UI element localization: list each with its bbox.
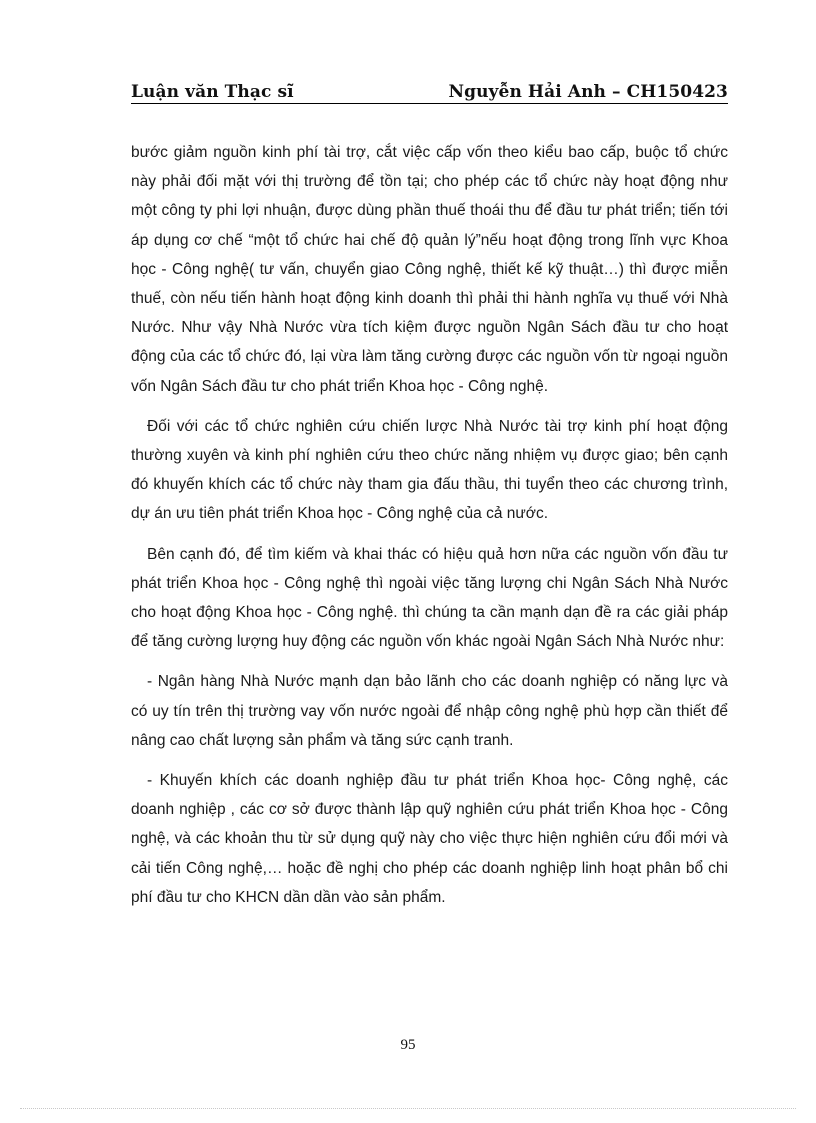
document-body — [131, 138, 728, 923]
paragraph: bước giảm nguồn kinh phí tài trợ, cắt việc cấp vốn theo kiểu bao cấp, buộc tổ chức này phải đối mặt với thị trường để tồn tại; cho phép các tổ chức này hoạt động như một công ty phi lợi nhuận, được dùng phần thuế thoái thu để đầu tư phát triển; tiến tới áp dụng cơ chế “một tổ chức hai chế độ quản lý”nếu hoạt động trong lĩnh vực Khoa học - Công nghệ( tư vấn, chuyển giao Công nghệ, thiết kế kỹ thuật…) thì được miễn thuế, còn nếu tiến hành hoạt động kinh doanh thì phải thi hành nghĩa vụ thuế với Nhà Nước. Như vậy Nhà Nước vừa tích kiệm được nguồn Ngân Sách đầu tư cho hoạt động của các tổ chức đó, lại vừa làm tăng cường được các nguồn vốn từ ngoại nguồn vốn Ngân Sách đầu tư cho phát triển Khoa học - Công nghệ. — [131, 144, 728, 395]
paragraph: Đối với các tổ chức nghiên cứu chiến lược Nhà Nước tài trợ kinh phí hoạt động thường xuyên và kinh phí nghiên cứu theo chức năng nhiệm vụ được giao; bên cạnh đó khuyến khích các tổ chức này tham gia đấu thầu, thi tuyển theo các chương trình, dự án ưu tiên phát triển Khoa học - Công nghệ của cả nước. — [131, 417, 728, 523]
paragraph: - Khuyến khích các doanh nghiệp đầu tư phát triển Khoa học- Công nghệ, các doanh nghiệp , các cơ sở được thành lập quỹ nghiên cứu phát triển Khoa học - Công nghệ, và các khoản thu từ sử dụng quỹ này cho việc thực hiện nghiên cứu đổi mới và cải tiến Công nghệ,… hoặc đề nghị cho phép các doanh nghiệp linh hoạt phân bổ chi phí đầu tư cho KHCN dần dần vào sản phẩm. — [131, 772, 728, 906]
header-author: Nguyễn Hải Anh – CH150423 — [448, 82, 728, 102]
paragraph: Bên cạnh đó, để tìm kiếm và khai thác có hiệu quả hơn nữa các nguồn vốn đầu tư phát triển Khoa học - Công nghệ thì ngoài việc tăng lượng chi Ngân Sách Nhà Nước cho hoạt động Khoa học - Công nghệ. thì chúng ta cần mạnh dạn đề ra các giải pháp để tăng cường lượng huy động các nguồn vốn khác ngoài Ngân Sách Nhà Nước như: — [131, 545, 728, 651]
header-rule — [131, 103, 728, 104]
header-thesis-label: Luận văn Thạc sĩ — [131, 82, 294, 102]
page-number: 95 — [400, 1037, 416, 1053]
page-header — [131, 72, 728, 102]
paragraph: - Ngân hàng Nhà Nước mạnh dạn bảo lãnh cho các doanh nghiệp có năng lực và có uy tín trên thị trường vay vốn nước ngoài để nhập công nghệ phù hợp cần thiết để nâng cao chất lượng sản phẩm và tăng sức cạnh tranh. — [131, 673, 728, 749]
page-bottom-divider — [20, 1108, 796, 1109]
